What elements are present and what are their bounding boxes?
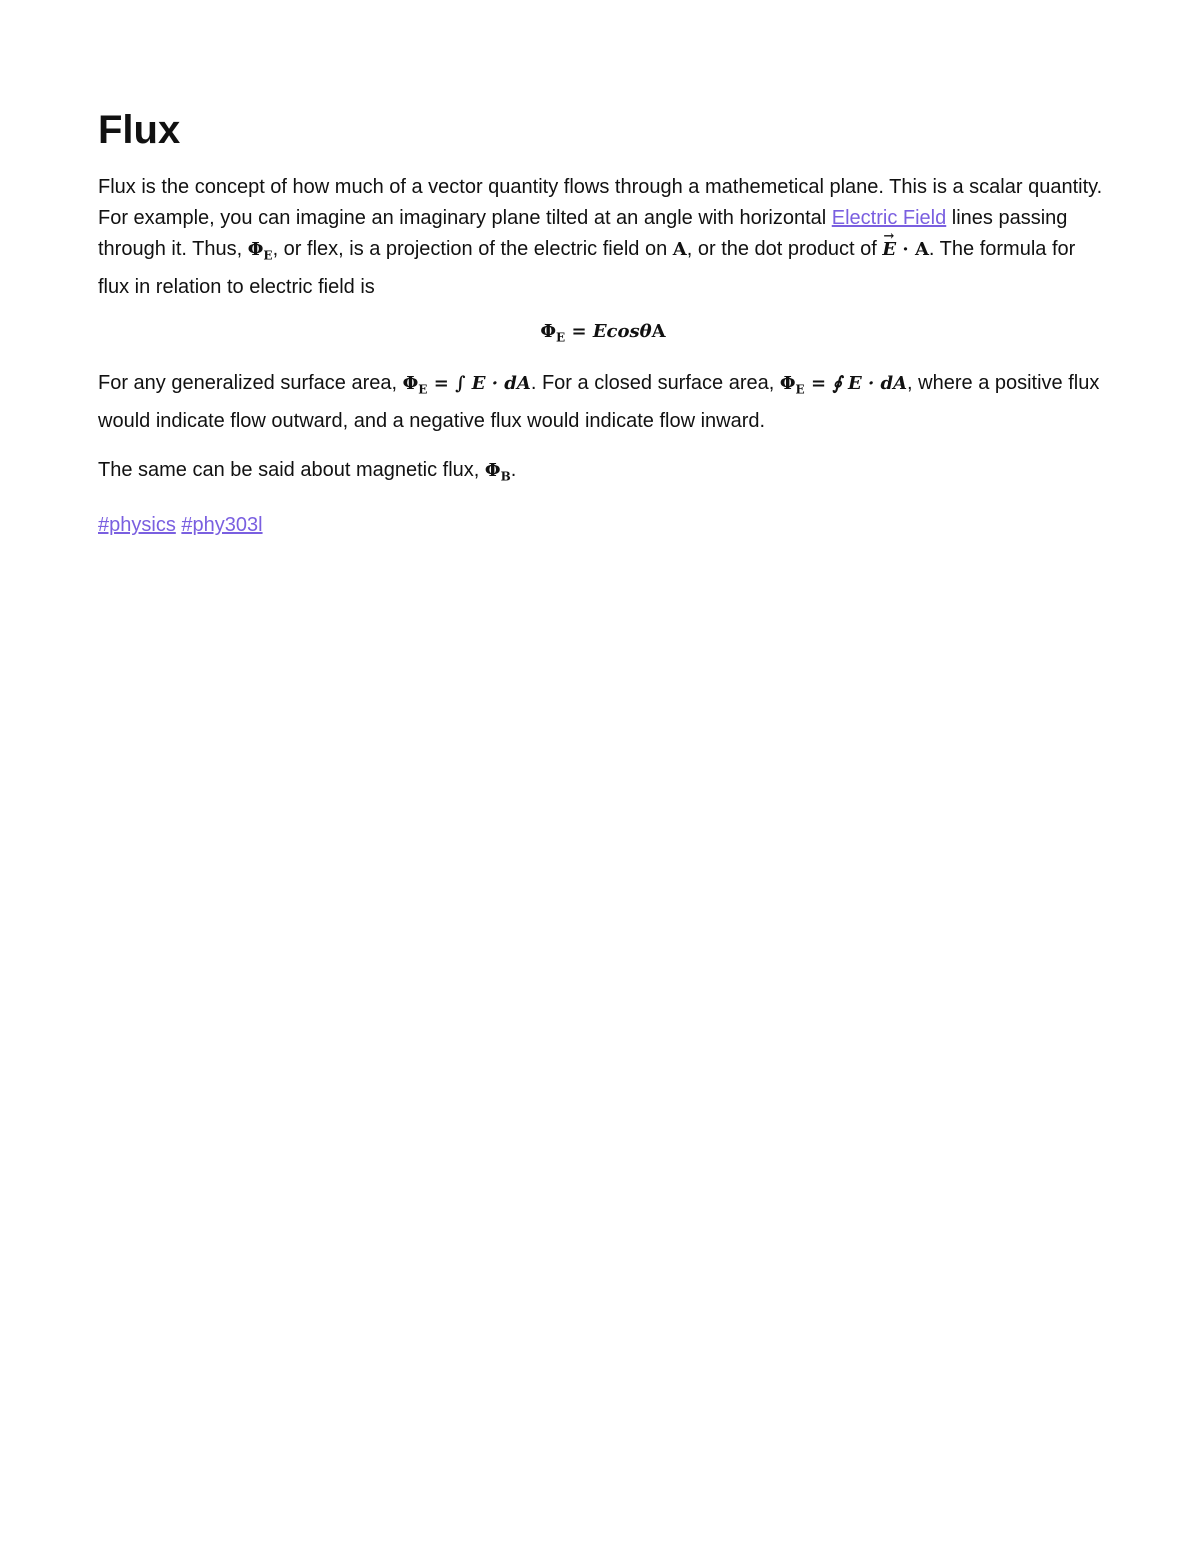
text: lines passing through it. Thus,	[98, 207, 1068, 260]
paragraph-magnetic	[98, 455, 1108, 493]
text: , or the dot product of	[686, 238, 883, 260]
note-page	[98, 100, 1108, 559]
math-open-surface	[402, 373, 531, 397]
math-closed-surface	[779, 373, 908, 397]
text: , or flex, is a projection of the electric field on	[272, 238, 673, 260]
subscript: E	[556, 330, 566, 345]
text: For any generalized surface area,	[98, 372, 403, 395]
phi-symbol: Φ	[247, 239, 264, 260]
text: .	[510, 458, 517, 481]
vector-e: → E	[882, 234, 896, 265]
math-phi-e	[247, 239, 273, 263]
formula-rhs: = Ecosθ	[565, 320, 652, 342]
subscript: B	[500, 469, 511, 484]
subscript: E	[263, 248, 273, 263]
text: The same can be said about magnetic flux,	[98, 458, 485, 481]
integral-rhs: = ∫ E · dA	[427, 373, 531, 395]
text: Flux is the concept of how much of a vector quantity flows through a mathemetical plane. This is a scalar quantity. For example, you can imagine an imaginary plane tilted at an angle with horizontal	[98, 176, 1103, 229]
tag-list	[98, 510, 1108, 541]
flux-formula	[98, 315, 1108, 355]
page-title: Flux	[98, 108, 181, 152]
text: , where a positive flux would indicate flow outward, and a negative flux would indicate flow inward.	[98, 372, 1100, 432]
integral-rhs: = ∮ E · dA	[804, 373, 908, 395]
electric-field-link[interactable]: Electric Field	[831, 207, 947, 229]
tag-physics[interactable]: #physics	[98, 514, 176, 537]
math-dot-product	[882, 239, 929, 260]
dot-a: · A	[896, 239, 929, 260]
subscript: E	[795, 382, 805, 397]
math-phi-b	[484, 459, 511, 484]
phi-symbol: Φ	[779, 373, 796, 395]
math-vector-a: A	[672, 239, 687, 260]
formula-a: A	[651, 320, 666, 342]
text: . For a closed surface area,	[530, 372, 780, 395]
phi-symbol: Φ	[484, 459, 501, 481]
text: . The formula for flux in relation to electric field is	[98, 238, 1076, 298]
subscript: E	[418, 382, 428, 397]
paragraph-surface	[98, 368, 1108, 437]
tag-phy303l[interactable]: #phy303l	[181, 514, 263, 537]
phi-symbol: Φ	[402, 373, 419, 395]
phi-symbol: Φ	[540, 320, 557, 342]
paragraph-intro	[98, 172, 1108, 303]
